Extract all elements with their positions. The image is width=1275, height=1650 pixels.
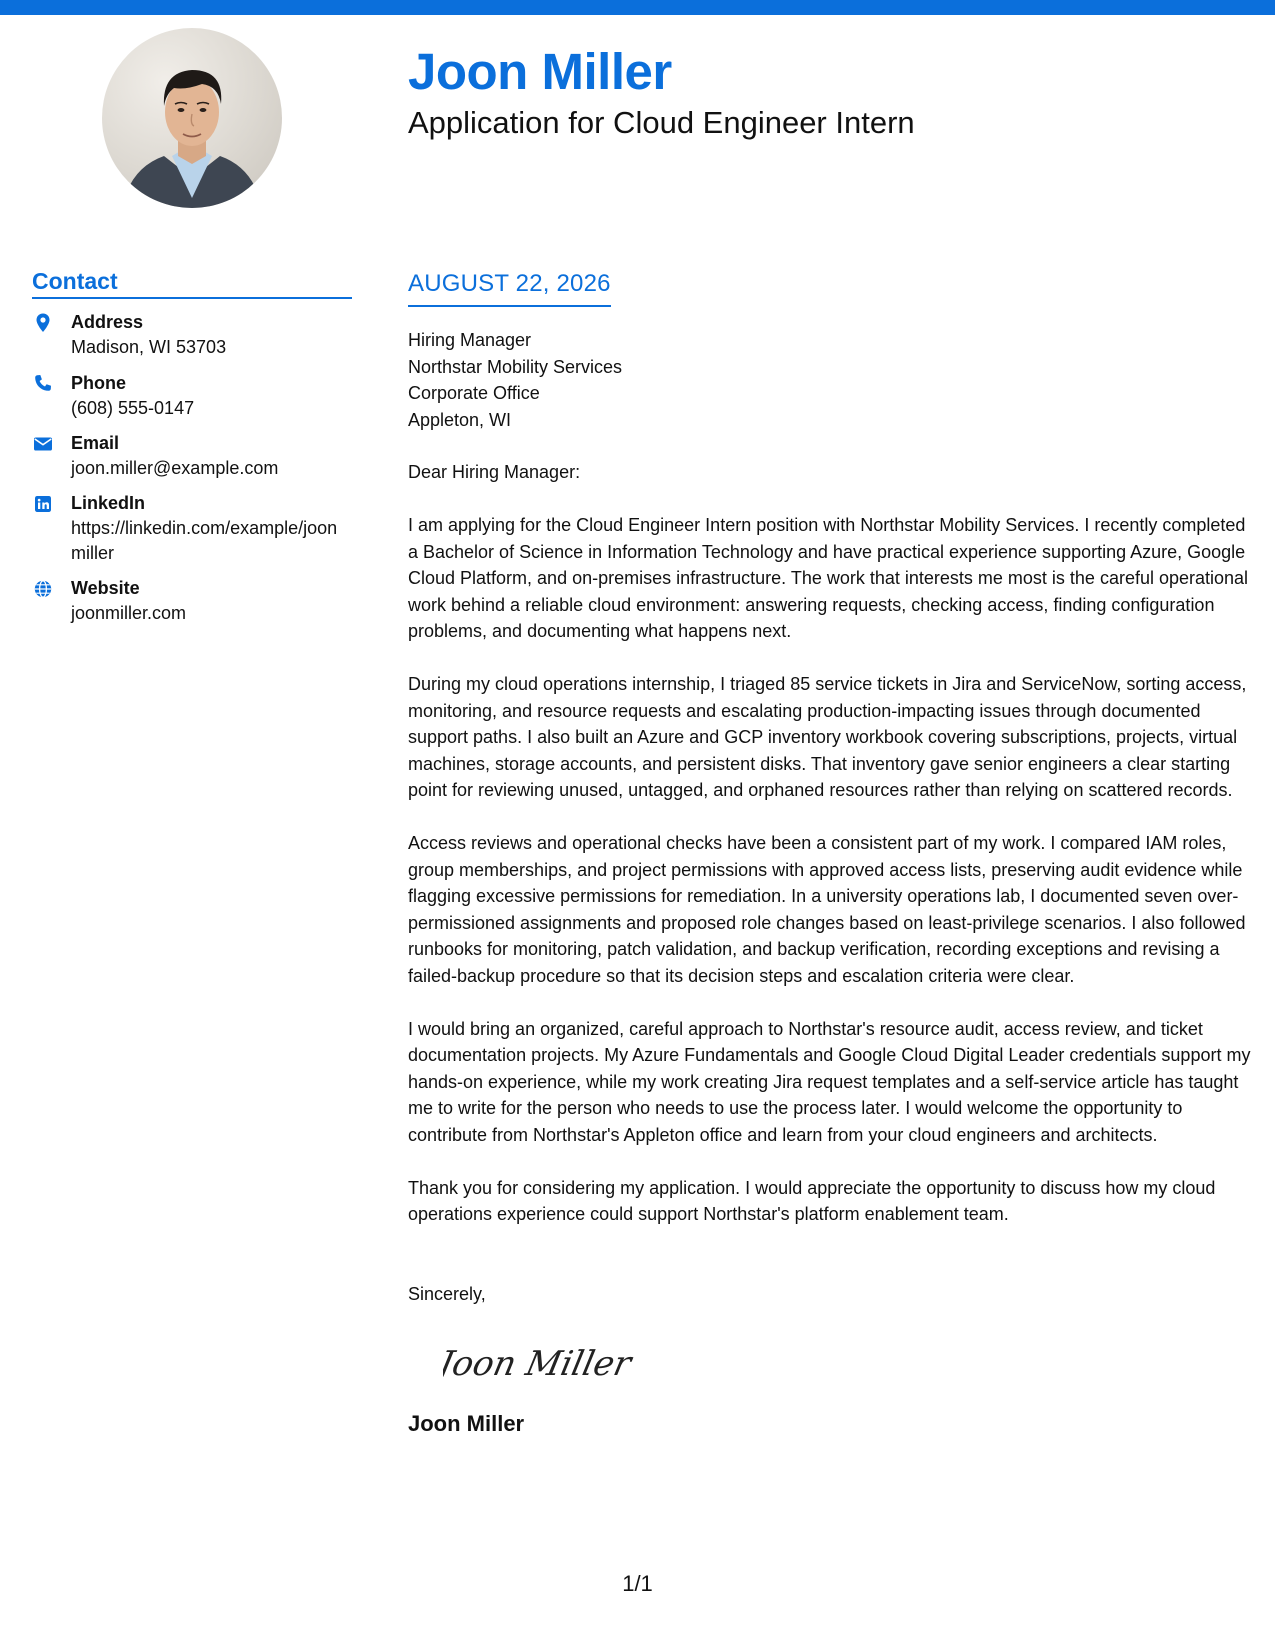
contact-list: [32, 310, 352, 626]
body-paragraph: During my cloud operations internship, I triaged 85 service tickets in Jira and ServiceNow, sorting access, monitoring, and resource requests and escalating production-impacting issues through documented support paths. I also built an Azure and GCP inventory workbook covering subscriptions, projects, virtual machines, storage accounts, and persistent disks. That inventory gave senior engineers a clear starting point for reviewing unused, untagged, and orphaned resources rather than relying on scattered records.: [408, 674, 1247, 800]
recipient-line: Appleton, WI: [408, 409, 512, 430]
contact-label: Address: [71, 312, 144, 332]
contact-heading: Contact: [32, 266, 352, 299]
recipient-block: [408, 327, 1253, 433]
applicant-name: Joon Miller: [408, 43, 672, 100]
contact-label: Phone: [71, 373, 127, 393]
address-value: Madison, WI 53703: [71, 337, 227, 357]
email-value[interactable]: joon.miller@example.com: [71, 458, 279, 478]
map-pin-icon: [32, 312, 54, 334]
contact-item-website: [32, 576, 352, 626]
body-paragraph: I am applying for the Cloud Engineer Intern position with Northstar Mobility Services. I recently completed a Bachelor of Science in Information Technology and have practical experience supporting Azure, Google Cloud Platform, and on-premises infrastructure. The work that interests me most is the careful operational work behind a reliable cloud environment: answering requests, checking access, finding configuration problems, and documenting what happens next.: [408, 515, 1249, 641]
recipient-line: Corporate Office: [408, 383, 540, 403]
contact-item-linkedin: [32, 491, 352, 566]
contact-item-email: [32, 431, 352, 481]
globe-icon: [32, 578, 54, 600]
page-number: 1/1: [622, 1571, 653, 1596]
phone-value: (608) 555-0147: [71, 398, 195, 418]
linkedin-value[interactable]: https://linkedin.com/example/joonmiller: [71, 518, 338, 563]
signature-text: Joon Miller: [443, 1344, 635, 1384]
contact-sidebar: [32, 266, 352, 626]
salutation: Dear Hiring Manager:: [408, 462, 581, 482]
envelope-icon: [32, 433, 54, 455]
phone-icon: [32, 373, 54, 395]
letter-body: [408, 268, 1253, 1439]
recipient-line: Hiring Manager: [408, 330, 532, 350]
body-paragraph: Thank you for considering my application. I would appreciate the opportunity to discuss how my cloud operations experience could support Northstar's platform enablement team.: [408, 1177, 1216, 1224]
contact-label: Website: [71, 578, 140, 598]
body-paragraph: I would bring an organized, careful approach to Northstar's resource audit, access review, and ticket documentation projects. My Azure Fundamentals and Google Cloud Digital Leader credentials support my hands-on experience, while my work creating Jira request templates and a self-service article has taught me to write for the person who needs to use the process later. I would welcome the opportunity to contribute from Northstar's Appleton office and learn from your cloud engineers and architects.: [408, 1018, 1251, 1145]
contact-label: Email: [71, 433, 120, 453]
signer-name: Joon Miller: [408, 1411, 525, 1436]
closing: Sincerely,: [408, 1283, 486, 1304]
linkedin-icon: [32, 493, 54, 515]
signature-graphic: [443, 1337, 643, 1387]
recipient-line: Northstar Mobility Services: [408, 356, 623, 377]
website-value[interactable]: joonmiller.com: [71, 603, 187, 623]
contact-label: LinkedIn: [71, 493, 146, 513]
profile-photo: [102, 28, 282, 208]
application-subtitle: Application for Cloud Engineer Intern: [408, 105, 915, 140]
handwritten-signature: [443, 1337, 643, 1387]
avatar: [102, 28, 282, 208]
top-accent-bar: [0, 0, 1275, 15]
body-paragraph: Access reviews and operational checks have been a consistent part of my work. I compared IAM roles, group memberships, and project permissions with approved access lists, preserving audit evidence while flagging excessive permissions for remediation. In a university operations lab, I documented seven over-permissioned assignments and proposed role changes based on least-privilege scenarios. I also followed runbooks for monitoring, patch validation, and backup verification, recording exceptions and revising a failed-backup procedure so that its decision steps and escalation criteria were clear.: [408, 833, 1246, 986]
contact-item-address: [32, 310, 352, 360]
contact-item-phone: [32, 371, 352, 421]
letter-date: AUGUST 22, 2026: [408, 268, 611, 307]
